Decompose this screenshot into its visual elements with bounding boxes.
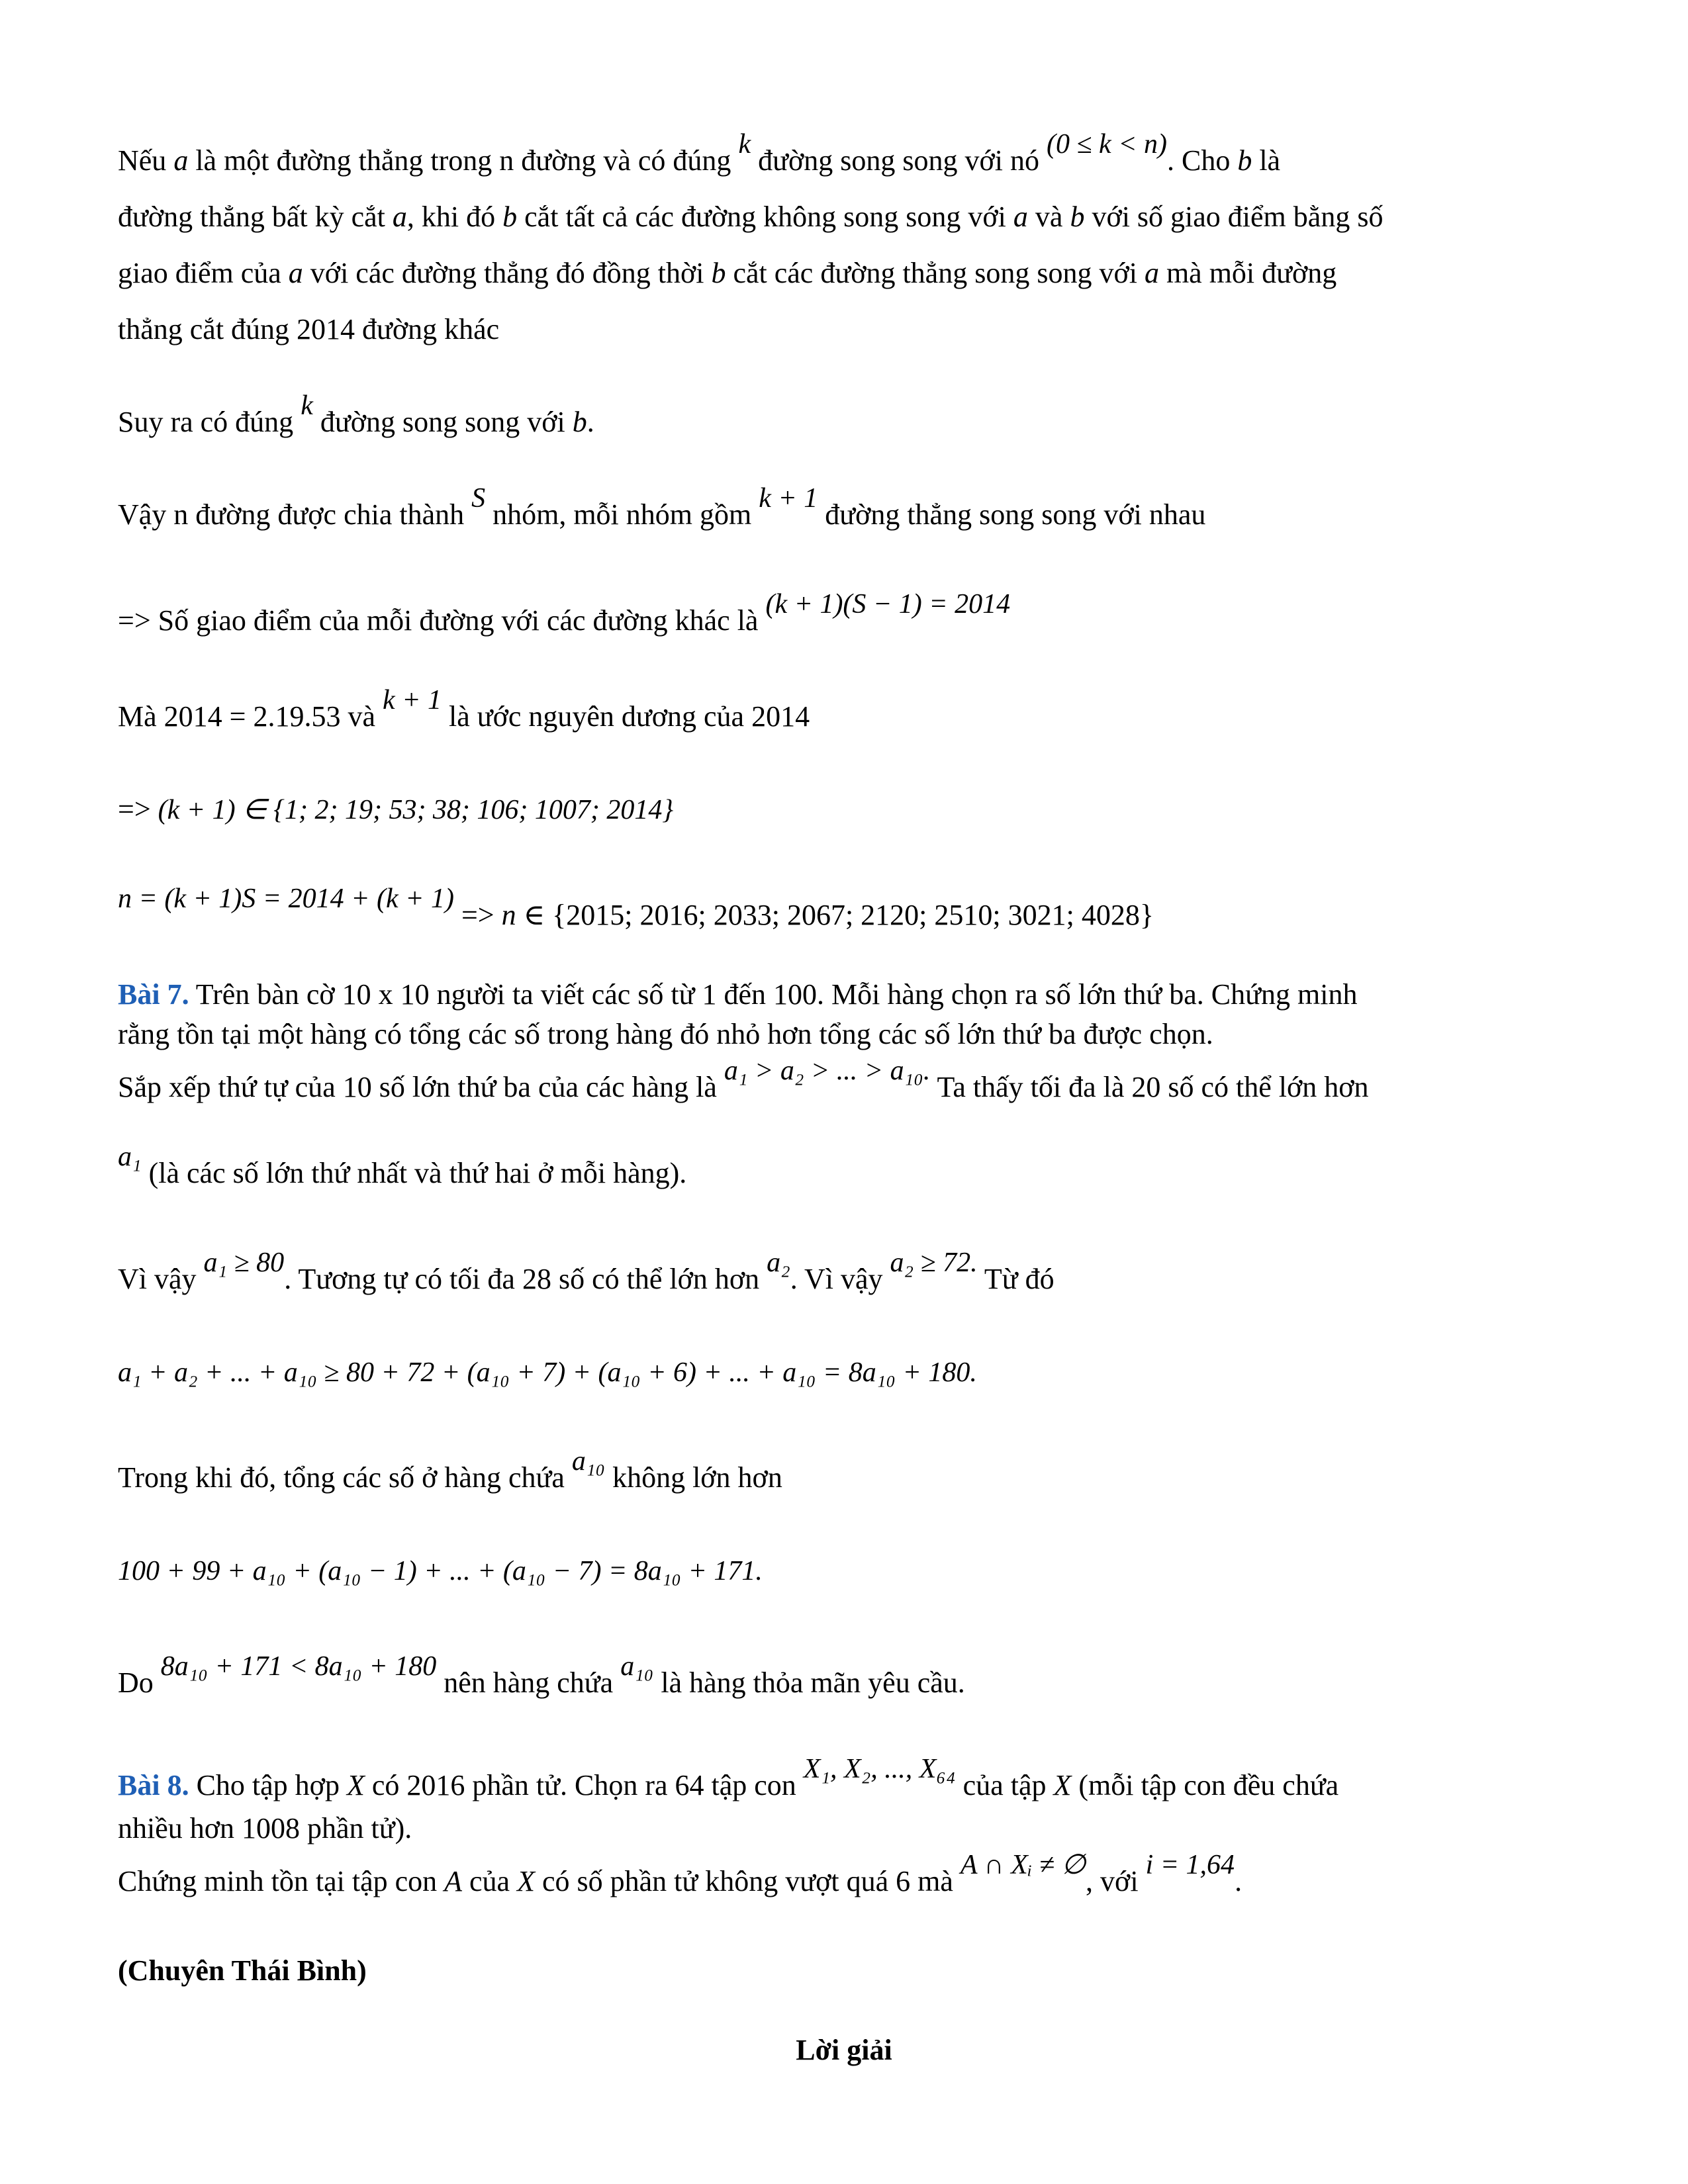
- bai8-line1: Bài 8. Cho tập hợp X có 2016 phần tử. Chọn ra 64 tập con X₁, X₂, ..., X₆₄ của tập X (mỗi tập con đều chứa: [118, 1754, 1339, 1801]
- bai8-line3: Chứng minh tồn tại tập con A của X có số phần tử không vượt quá 6 mà A ∩ Xᵢ ≠ ∅, với i = 1,64.: [118, 1850, 1243, 1897]
- bai7-line5: Vì vậy a₁ ≥ 80. Tương tự có tối đa 28 số có thể lớn hơn a₂. Vì vậy a₂ ≥ 72. Từ đó: [118, 1248, 1055, 1295]
- bai7-line3: Sắp xếp thứ tự của 10 số lớn thứ ba của các hàng là a₁ > a₂ > ... > a₁₀. Ta thấy tối đa là 20 số có thể lớn hơn: [118, 1056, 1369, 1103]
- para1-line2: đường thẳng bất kỳ cắt a, khi đó b cắt tất cả các đường không song song với a và b với số giao điểm bằng số: [118, 201, 1383, 233]
- bai7-line6: a₁ + a₂ + ... + a₁₀ ≥ 80 + 72 + (a₁₀ + 7) + (a₁₀ + 6) + ... + a₁₀ = 8a₁₀ + 180.: [118, 1357, 977, 1388]
- bai7-line7: Trong khi đó, tổng các số ở hàng chứa a₁₀ không lớn hơn: [118, 1446, 782, 1494]
- bai8-label: Bài 8.: [118, 1769, 189, 1801]
- solution-heading: Lời giải: [796, 2034, 892, 2066]
- bai7-label: Bài 7.: [118, 978, 189, 1011]
- bai7-line8: 100 + 99 + a₁₀ + (a₁₀ − 1) + ... + (a₁₀ − 7) = 8a₁₀ + 171.: [118, 1556, 763, 1586]
- para1-line3: giao điểm của a với các đường thẳng đó đồng thời b cắt các đường thẳng song song với a mà mỗi đường: [118, 257, 1337, 289]
- source-note: (Chuyên Thái Bình): [118, 1954, 367, 1987]
- bai7-line9: Do 8a₁₀ + 171 < 8a₁₀ + 180 nên hàng chứa a₁₀ là hàng thỏa mãn yêu cầu.: [118, 1651, 965, 1699]
- para1-line4: thẳng cắt đúng 2014 đường khác: [118, 313, 500, 345]
- bai7-line2: rằng tồn tại một hàng có tổng các số trong hàng đó nhỏ hơn tổng các số lớn thứ ba được chọn.: [118, 1018, 1213, 1050]
- para5: Mà 2014 = 2.19.53 và k + 1 là ước nguyên dương của 2014: [118, 685, 810, 733]
- bai7-line4: a₁ (là các số lớn thứ nhất và thứ hai ở mỗi hàng).: [118, 1142, 687, 1189]
- para2: Suy ra có đúng k đường song song với b.: [118, 390, 594, 438]
- para7: n = (k + 1)S = 2014 + (k + 1) => n ∈ {2015; 2016; 2033; 2067; 2120; 2510; 3021; 4028}: [118, 884, 1154, 931]
- para1-line1: Nếu a là một đường thẳng trong n đường và có đúng k đường song song với nó (0 ≤ k < n). Cho b là: [118, 129, 1281, 177]
- para6: => (k + 1) ∈ {1; 2; 19; 53; 38; 106; 1007; 2014}: [118, 793, 674, 825]
- bai7-line1: Bài 7. Trên bàn cờ 10 x 10 người ta viết các số từ 1 đến 100. Mỗi hàng chọn ra số lớn thứ ba. Chứng minh: [118, 978, 1358, 1011]
- bai8-line2: nhiều hơn 1008 phần tử).: [118, 1812, 412, 1844]
- para3: Vậy n đường được chia thành S nhóm, mỗi nhóm gồm k + 1 đường thẳng song song với nhau: [118, 483, 1206, 531]
- para4: => Số giao điểm của mỗi đường với các đường khác là (k + 1)(S − 1) = 2014: [118, 589, 1011, 637]
